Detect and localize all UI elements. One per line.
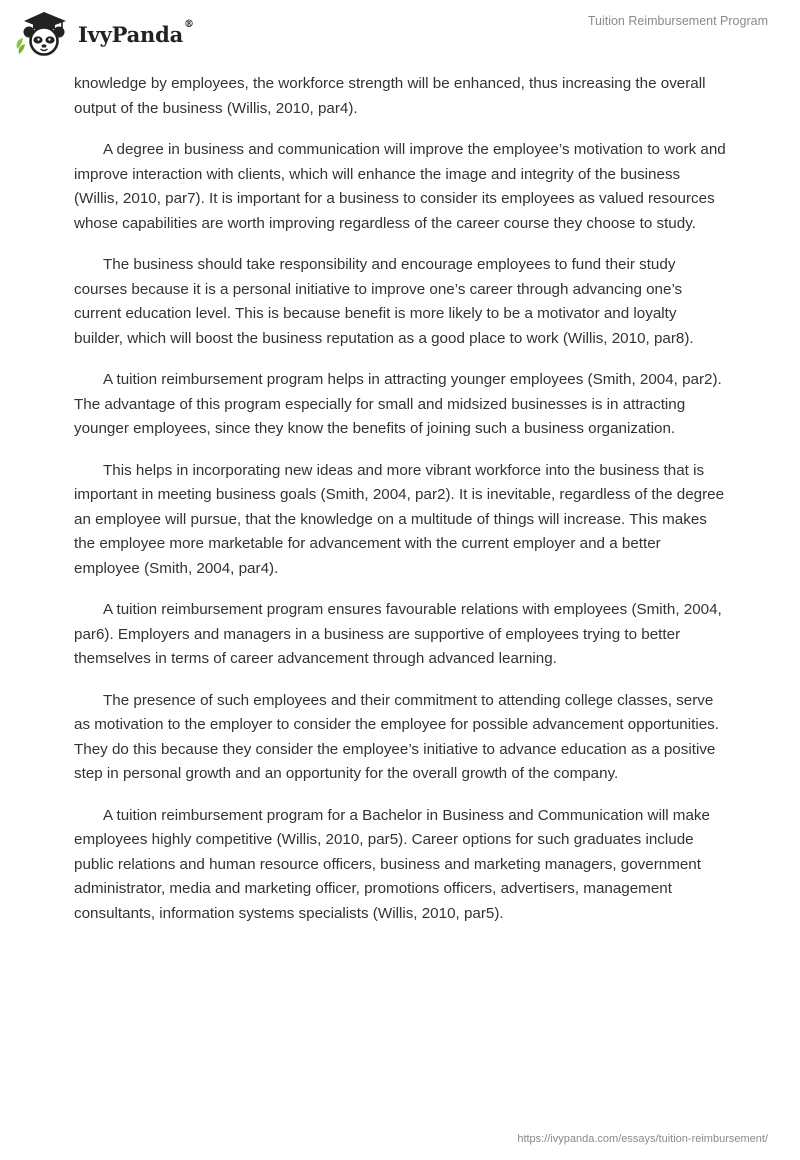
paragraph: This helps in incorporating new ideas and more vibrant workforce into the business that is important in meeting business goals (Smith, 2004, par2). It is inevitable, regardless of the degree an employee will pursue, that the knowledge on a multitude of things will increase. This makes the employee more marketable for advancement with the current employer and a better employee (Smith, 2004, par4). [74, 461, 725, 577]
paragraph: knowledge by employees, the workforce strength will be enhanced, thus increasing the overall output of the business (Willis, 2010, par4). [74, 75, 706, 117]
paragraph: A tuition reimbursement program helps in attracting younger employees (Smith, 2004, par2). The advantage of this program especially for small and midsized businesses is in attracting younger employees, since they know the benefits of joining such a business organization. [74, 371, 722, 437]
paragraph: A tuition reimbursement program for a Bachelor in Business and Communication will make employees highly competitive (Willis, 2010, par5). Career options for such graduates include public relations and human resource officers, business and marketing managers, government administrator, media and marketing officer, promotions officers, advertisers, management consultants, information systems specialists (Willis, 2010, par5). [74, 806, 710, 922]
paragraph: The presence of such employees and their commitment to attending college classes, serve as motivation to the employer to consider the employee for possible advancement opportunities. They do this because they consider the employee’s initiative to advance education as a positive step in personal growth and an opportunity for the overall growth of the company. [74, 691, 719, 782]
paragraph: A tuition reimbursement program ensures favourable relations with employees (Smith, 2004, par6). Employers and managers in a business are supportive of employees trying to better themselves in terms of career advancement through advanced learning. [74, 601, 722, 667]
page-header [0, 0, 800, 66]
brand-logo[interactable] [14, 8, 194, 58]
brand-name: IvyPanda® [78, 18, 194, 47]
paragraph: The business should take responsibility and encourage employees to fund their study courses because it is a personal initiative to improve one’s career through advancing one’s current education level. This is because benefit is more likely to be a motivator and loyalty builder, which will boost the business reputation as a good place to work (Willis, 2010, par8). [74, 256, 694, 347]
paragraph: A degree in business and communication will improve the employee’s motivation to work and improve interaction with clients, which will enhance the image and integrity of the business (Willis, 2010, par7). It is important for a business to consider its employees as valued resources whose capabilities are worth improving regardless of the career course they choose to study. [74, 141, 726, 232]
panda-graduation-cap-icon [14, 9, 72, 57]
essay-body [74, 72, 726, 943]
brand-registered-mark: ® [184, 18, 194, 30]
source-url-link[interactable]: https://ivypanda.com/essays/tuition-reimbursement/ [517, 1133, 768, 1145]
document-title: Tuition Reimbursement Program [587, 14, 768, 28]
